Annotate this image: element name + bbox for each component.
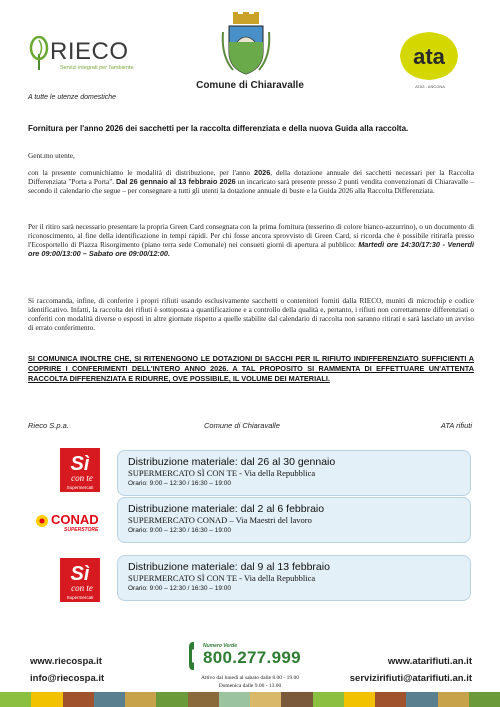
distribution-box xyxy=(117,555,471,601)
distribution-title: Distribuzione materiale: dal 9 al 13 febbraio xyxy=(128,561,330,573)
rieco-tagline: Servizi integrati per l'ambiente xyxy=(60,65,134,71)
numero-verde-label: Numero Verde xyxy=(203,643,237,649)
ecosportello-hours: Martedì ore 14:30/17:30 - Venerdì ore 09:00/13:00 – Sabato ore 09:00/12:00. xyxy=(28,240,474,258)
comune-name: Comune di Chiaravalle xyxy=(196,80,304,91)
distribution-title: Distribuzione materiale: dal 2 al 6 febbraio xyxy=(128,503,325,515)
distribution-box xyxy=(117,450,471,496)
p1-year: 2026 xyxy=(254,168,271,177)
rieco-website-link[interactable]: www.riecospa.it xyxy=(30,656,102,667)
si-logo-supermercati: Supermercati xyxy=(66,485,94,490)
important-notice: SI COMUNICA INOLTRE CHE, SI RITENENGONO LE DOTAZIONI DI SACCHI PER IL RIFIUTO INDIFFERENZIATO SUFFICIENTI A COPRIRE I CONFERIMENTI DELL'INTERO ANNO 2026. A TAL PROPOSITO SI RAMMENTA DI EFFETTUARE UN'ATTENTA RACCOLTA DIFFERENZIATA E RIDURRE, OVE POSSIBILE, IL VOLUME DEI MATERIALI. xyxy=(28,354,474,383)
comune-crest-icon xyxy=(219,12,273,78)
distribution-title: Distribuzione materiale: dal 26 al 30 gennaio xyxy=(128,456,336,468)
greeting: Gent.mo utente, xyxy=(28,151,75,160)
distribution-store: SUPERMERCATO CONAD – Via Maestri del lavoro xyxy=(128,515,312,525)
ata-email-link[interactable]: servizirifiuti@atarifiuti.an.it xyxy=(349,673,472,684)
letter-subject: Fornitura per l'anno 2026 dei sacchetti per la raccolta differenziata e della nuova Guida alla raccolta. xyxy=(28,124,409,133)
audience-line: A tutte le utenze domestiche xyxy=(28,94,117,101)
distribution-store: SUPERMERCATO SÌ CON TE - Via della Repubblica xyxy=(128,573,316,583)
numero-verde-hours xyxy=(170,675,330,690)
rieco-name: RIECO xyxy=(50,38,129,65)
ata-tagline: ATA3 - ANCONA xyxy=(415,84,445,89)
distribution-hours: Orario: 9:00 – 12:30 / 16:30 – 19:00 xyxy=(128,585,231,592)
conad-logo-word: CONAD xyxy=(51,512,99,527)
numero-verde-number[interactable]: 800.277.999 xyxy=(203,648,301,667)
p2-text: Per il ritiro sarà necessario presentare la propria Green Card consegnata con la prima fornitura (tesserino di colore bianco-azzurrino), o un documento di riconoscimento, al fine della identificazione in tempi rapidi. Per chi fosse ancora sprovvisto di Green Card, si ricorda che è possibile ritirarla presso l'Ecosportello di Piazza Risorgimento (piano terra sede Comunale) nei consueti giorni di apertura al pubblico: xyxy=(28,222,474,249)
distribution-box xyxy=(117,497,471,543)
rieco-email-link[interactable]: info@riecospa.it xyxy=(30,673,105,684)
paragraph-1 xyxy=(28,168,474,195)
conad-logo-superstore: SUPERSTORE xyxy=(64,527,99,532)
footer-color-stripe xyxy=(0,692,500,707)
si-logo-word: Sì xyxy=(70,563,90,585)
p1-text-b: , della dotazione annuale dei sacchetti necessari per la Raccolta Differenziata "Porta a Porta". xyxy=(28,168,475,186)
si-logo-con-te: con te xyxy=(71,473,93,483)
conad-logo xyxy=(34,510,112,532)
numero-verde-hours-weekdays: Attivo dal lunedì al sabato dalle 8.00 - 19.00 xyxy=(200,675,300,681)
ata-logo-text: ata xyxy=(413,44,445,69)
p1-dates: Dal 26 gennaio al 13 febbraio 2026 xyxy=(116,177,236,186)
ata-logo xyxy=(396,30,462,82)
si-con-te-logo xyxy=(60,448,100,492)
si-con-te-logo xyxy=(60,558,100,602)
p1-text-c: un incaricato sarà presente presso 2 punti vendita convenzionati di Chiaravalle – secondo il calendario che segue – per consegnare a tutti gli utenti la dotazione annuale di buste e la Guida 2026 alla Raccolta Differenziata. xyxy=(28,177,475,195)
phone-icon xyxy=(189,641,201,671)
si-logo-con-te: con te xyxy=(71,583,93,593)
distribution-store: SUPERMERCATO SÌ CON TE - Via della Repubblica xyxy=(128,468,316,478)
paragraph-2 xyxy=(28,222,474,258)
paragraph-3: Si raccomanda, infine, di conferire i propri rifiuti usando esclusivamente sacchetti o contenitori forniti dalla RIECO, muniti di microchip e codice identificativo. Infatti, la raccolta dei rifiuti è sottoposta a quantificazione e a controllo della qualità e, pertanto, i rifiuti non correttamente differenziati o conferiti con modalità diverse o esposti in altre giornate rispetto a quelle stabilite dal calendario di raccolta non saranno ritirati e sarà lasciato un avviso di errato conferimento. xyxy=(28,296,474,332)
distribution-hours: Orario: 9:00 – 12:30 / 16:30 – 19:00 xyxy=(128,480,231,487)
signature-rieco: Rieco S.p.a. xyxy=(28,421,69,430)
si-logo-supermercati: Supermercati xyxy=(66,595,94,600)
rieco-logo xyxy=(26,36,136,78)
si-logo-word: Sì xyxy=(70,453,90,475)
signature-ata: ATA rifiuti xyxy=(440,421,472,430)
ata-website-link[interactable]: www.atarifiuti.an.it xyxy=(387,656,472,667)
numero-verde-hours-sunday: Domenica dalle 9.00 - 13.00 xyxy=(218,682,282,689)
distribution-hours: Orario: 9:00 – 12:30 / 16:30 – 19:00 xyxy=(128,527,231,534)
p1-text-a: con la presente comunichiamo le modalità di distribuzione, per l'anno xyxy=(28,168,251,177)
rieco-leaf-icon xyxy=(26,36,52,72)
signature-comune: Comune di Chiaravalle xyxy=(204,421,280,430)
